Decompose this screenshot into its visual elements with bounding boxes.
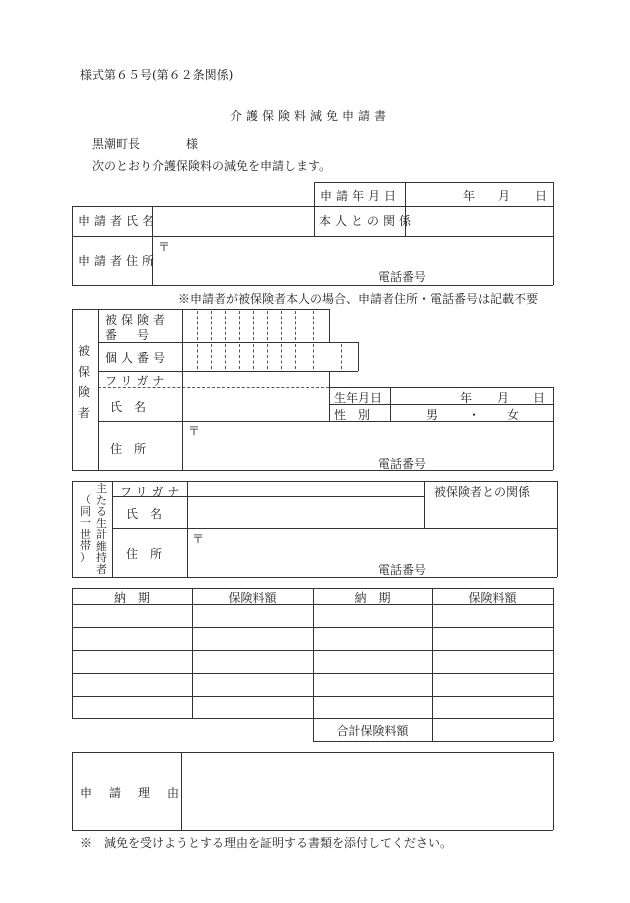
insured-side-label: 被 保 険 者: [78, 344, 91, 420]
applicant-note: ※申請者が被保険者本人の場合、申請者住所・電話番号は記載不要: [178, 292, 539, 306]
application-day-label: 日: [535, 189, 548, 203]
supporter-side-sublabel: （ 同 一 世 帯 ）: [80, 493, 91, 564]
addressee-honorific: 様: [186, 137, 199, 151]
insured-number-label: 被保険者: [105, 313, 170, 327]
relation-field[interactable]: [406, 207, 552, 235]
personal-number-label: 個人番号: [105, 351, 170, 365]
insured-postal-mark: 〒: [188, 424, 201, 438]
reason-field[interactable]: [182, 753, 552, 829]
insured-furigana-field[interactable]: [183, 372, 328, 386]
addressee-town: 黒潮町長: [92, 137, 141, 151]
birth-year-label: 年: [460, 391, 473, 405]
birth-date-field[interactable]: [391, 388, 552, 403]
applicant-address-field[interactable]: [153, 237, 552, 284]
application-date-field[interactable]: [406, 183, 552, 205]
supporter-side-label: 主 た る 生 計 維 持 者: [96, 482, 107, 576]
application-month-label: 月: [498, 189, 511, 203]
supporter-address-label: 住 所: [126, 547, 163, 561]
sex-male-option[interactable]: 男: [426, 408, 439, 422]
application-date-label: 申請年月日: [320, 189, 401, 203]
applicant-postal-mark: 〒: [158, 240, 171, 254]
footer-note: ※ 減免を受けようとする理由を証明する書類を添付してください。: [80, 836, 453, 850]
applicant-name-label: 申請者氏名: [78, 214, 159, 228]
applicant-phone-label: 電話番号: [378, 270, 427, 284]
supporter-postal-mark: 〒: [192, 532, 205, 546]
personal-number-field[interactable]: [183, 343, 357, 370]
reason-label: 申請理由: [80, 786, 197, 800]
column-header-due-date-2: 納 期: [354, 591, 391, 605]
applicant-name-field[interactable]: [153, 207, 313, 235]
insured-number-label-2: 番 号: [105, 328, 154, 342]
supporter-name-label: 氏 名: [126, 507, 163, 521]
birth-month-label: 月: [497, 391, 510, 405]
supporter-address-field[interactable]: [188, 529, 556, 576]
form-number: 様式第６５号(第６２条関係): [80, 68, 234, 82]
insured-name-label: 氏 名: [110, 400, 147, 414]
insured-furigana-label: フリガナ: [105, 374, 169, 388]
supporter-relation-label: 被保険者との関係: [434, 485, 531, 499]
intro-text: 次のとおり介護保険料の減免を申請します。: [92, 159, 332, 173]
application-year-label: 年: [463, 189, 476, 203]
relation-label: 本人との関係: [319, 214, 416, 228]
insured-address-label: 住 所: [110, 442, 147, 456]
supporter-furigana-label: フリガナ: [120, 485, 184, 499]
column-header-premium-2: 保険料額: [468, 591, 517, 605]
sex-label: 性 別: [334, 408, 371, 422]
applicant-address-label: 申請者住所: [78, 254, 159, 268]
total-premium-field[interactable]: [433, 719, 552, 740]
birth-date-label: 生年月日: [334, 391, 383, 405]
insured-number-field[interactable]: [183, 310, 328, 341]
supporter-phone-label: 電話番号: [378, 563, 427, 577]
insured-address-field[interactable]: [183, 422, 552, 469]
column-header-premium-1: 保険料額: [228, 591, 277, 605]
total-premium-label: 合計保険料額: [336, 724, 409, 738]
form-title: 介護保険料減免申請書: [230, 109, 391, 123]
insured-phone-label: 電話番号: [378, 457, 427, 471]
insured-name-field[interactable]: [183, 388, 328, 420]
birth-day-label: 日: [533, 391, 546, 405]
column-header-due-date-1: 納 期: [113, 591, 150, 605]
supporter-furigana-field[interactable]: [188, 482, 423, 495]
sex-female-option[interactable]: 女: [507, 408, 520, 422]
supporter-name-field[interactable]: [188, 497, 423, 527]
sex-separator: ・: [468, 408, 481, 422]
supporter-relation-field[interactable]: [425, 497, 556, 527]
